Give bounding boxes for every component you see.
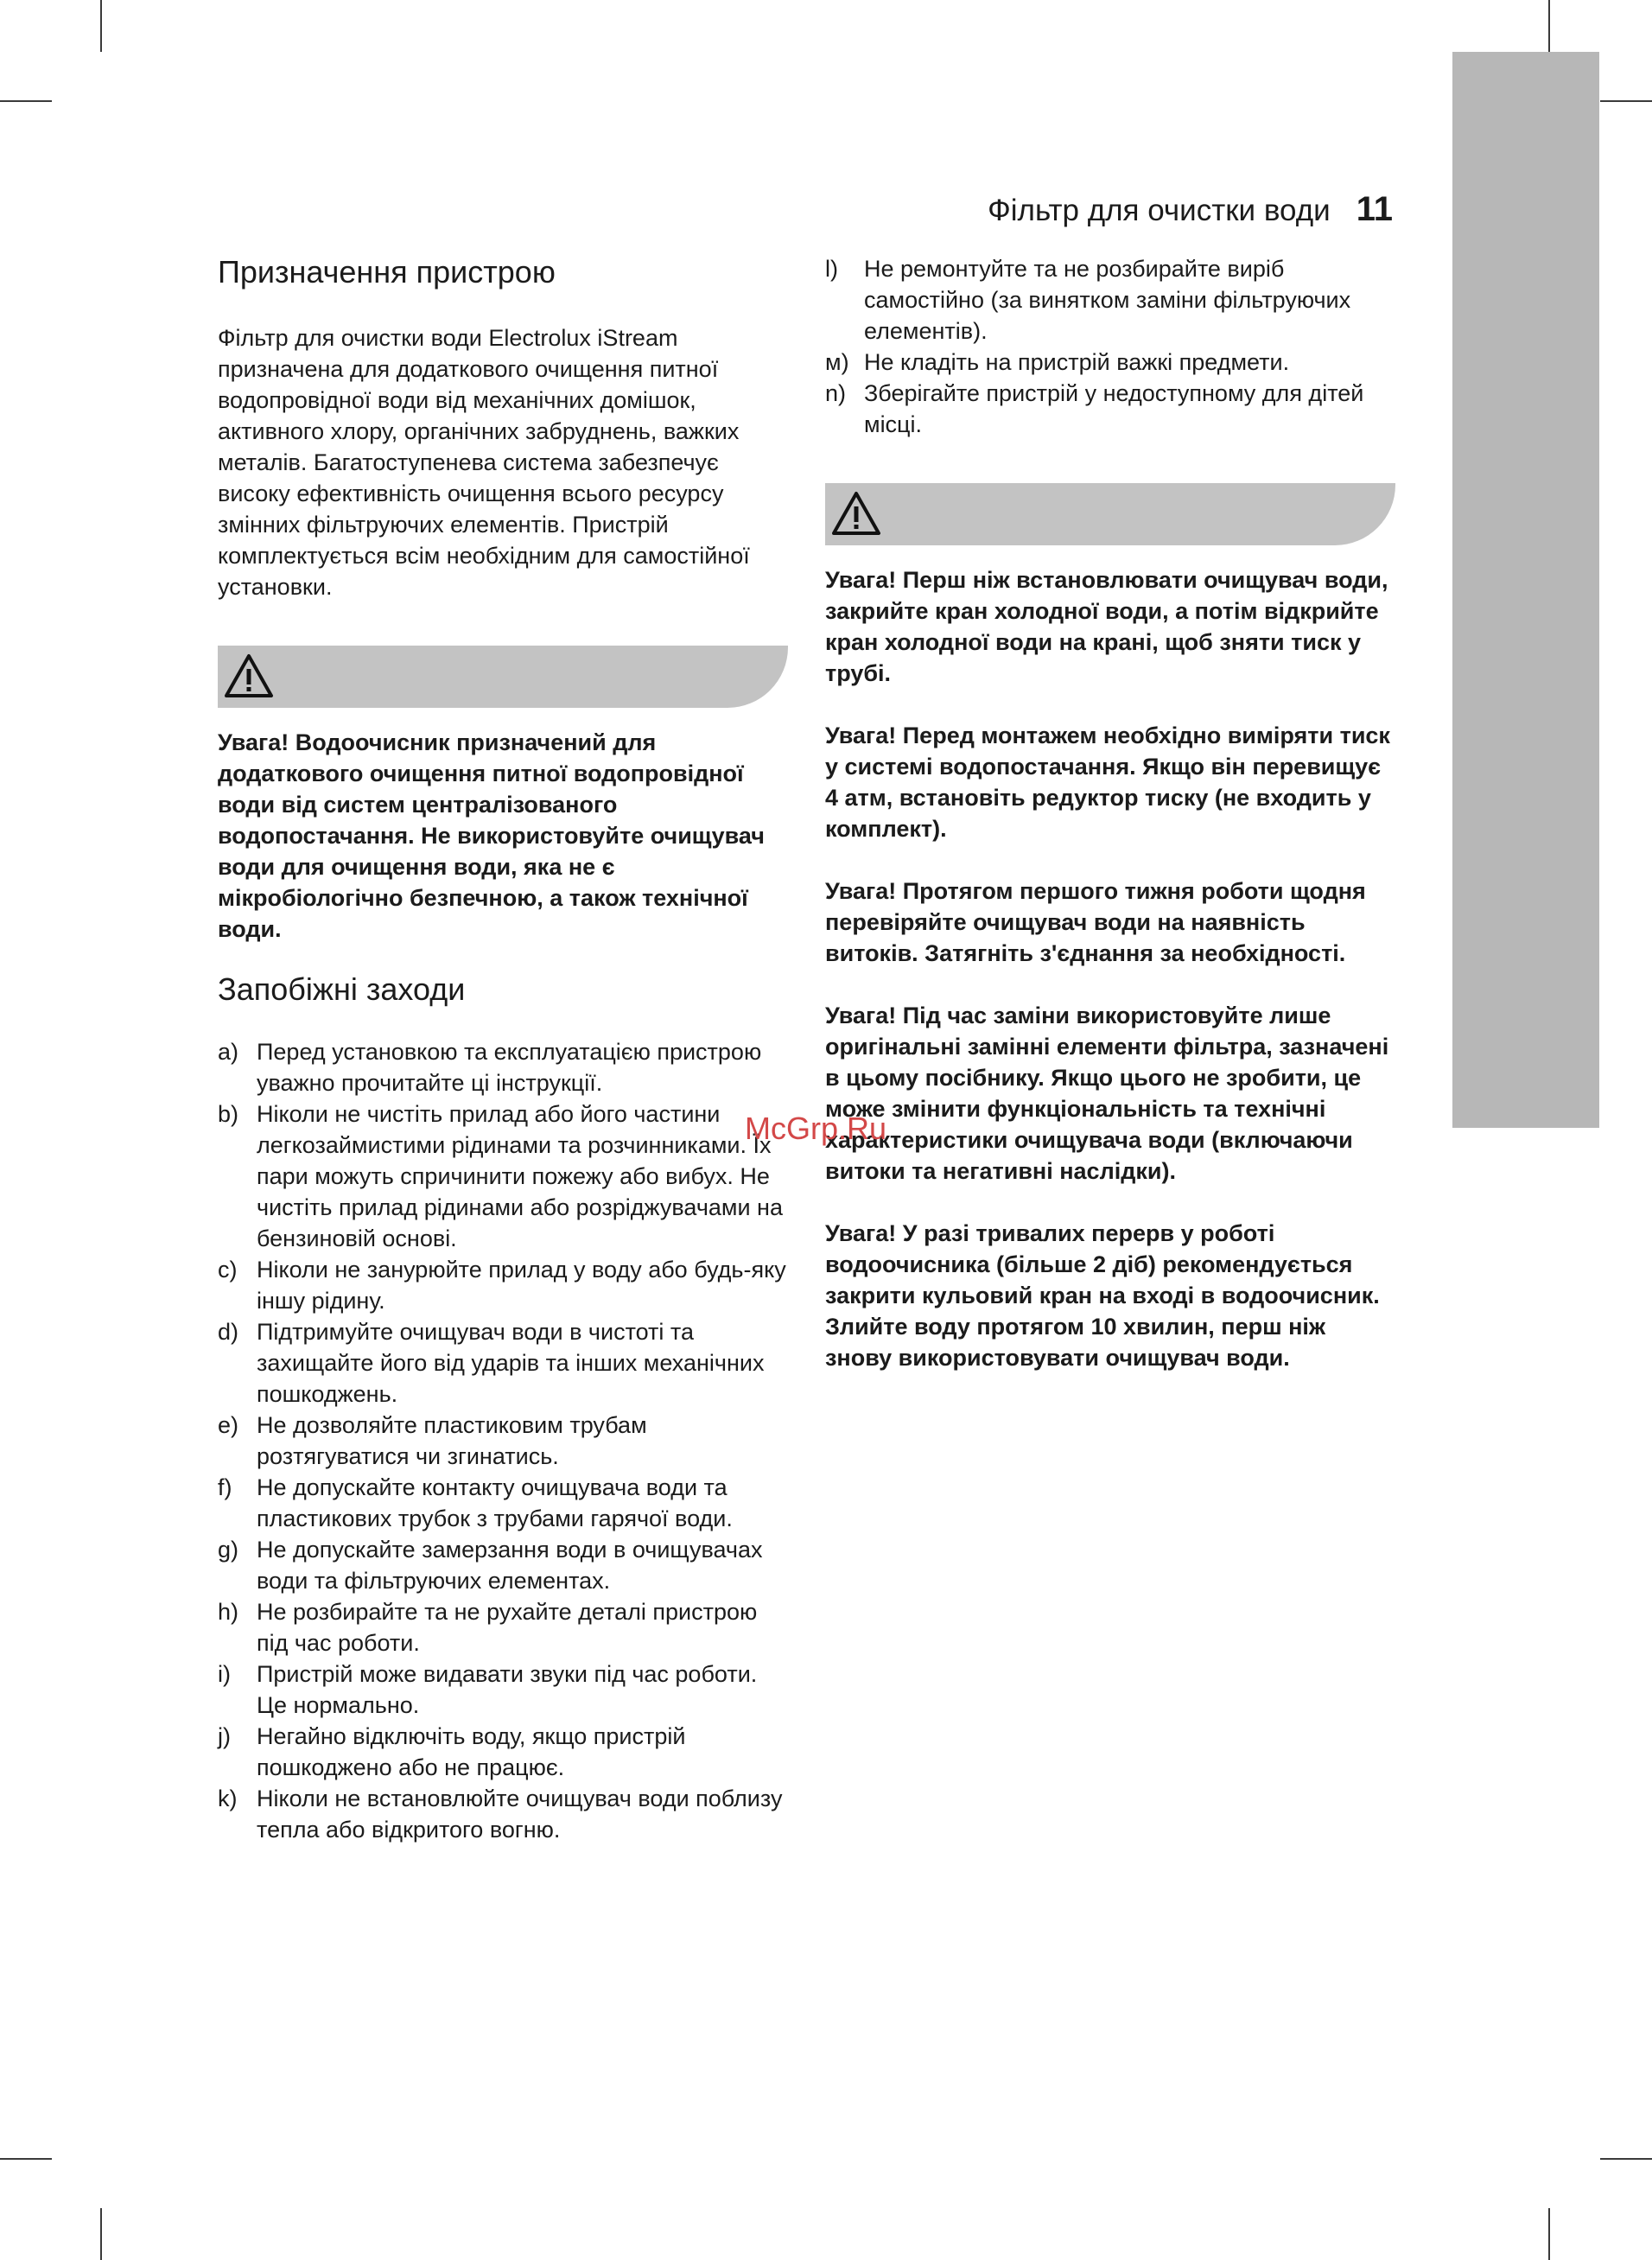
side-tab — [1452, 52, 1599, 1128]
section-title-purpose: Призначення пристрою — [218, 254, 556, 290]
list-text: Ніколи не чистіть прилад або його частини легкозаймистими рідинами та розчинниками. Їх пари можуть спричинити пожежу або вибух. Не чистіть прилад рідинами або розріджувачами на бензиновій основі. — [257, 1101, 783, 1251]
list-text: Ніколи не занурюйте прилад у воду або будь-яку іншу рідину. — [257, 1257, 786, 1314]
watermark: McGrp.Ru — [745, 1111, 887, 1146]
section-title-precautions: Запобіжні заходи — [218, 971, 466, 1007]
crop-mark — [1548, 0, 1550, 52]
list-item — [825, 378, 1395, 440]
list-item — [218, 1472, 788, 1534]
list-item — [218, 1254, 788, 1316]
precautions-list-continued — [825, 253, 1395, 440]
list-item — [218, 1036, 788, 1098]
list-item — [218, 1596, 788, 1658]
list-text: Не кладіть на пристрій важкі предмети. — [864, 349, 1290, 375]
list-marker: h) — [218, 1599, 239, 1625]
list-text: Не розбирайте та не рухайте деталі пристрою під час роботи. — [257, 1599, 758, 1656]
warning-triangle-icon — [223, 653, 275, 699]
crop-mark — [100, 0, 102, 52]
list-item — [825, 347, 1395, 378]
list-item — [825, 253, 1395, 347]
list-text: Зберігайте пристрій у недоступному для дітей місці. — [864, 380, 1364, 437]
list-text: Пристрій може видавати звуки під час роботи. Це нормально. — [257, 1661, 758, 1718]
list-text: Перед установкою та експлуатацією пристрою уважно прочитайте ці інструкції. — [257, 1039, 762, 1096]
list-marker: d) — [218, 1319, 239, 1345]
precautions-list — [218, 1036, 788, 1845]
warning-bar — [825, 483, 1395, 545]
intro-paragraph: Фільтр для очистки води Electrolux iStream призначена для додаткового очищення питної водопровідної води від механічних домішок, активного хлору, органічних забруднень, важких металів. Багатоступенева система забезпечує високу ефективність очищення всього ресурсу змінних фільтруючих елементів. Пристрій комплектується всім необхідним для самостійної установки. — [218, 325, 750, 600]
list-text: Ніколи не встановлюйте очищувач води поблизу тепла або відкритого вогню. — [257, 1786, 783, 1843]
list-item — [218, 1658, 788, 1721]
list-text: Не допускайте контакту очищувача води та пластикових трубок з трубами гарячої води. — [257, 1474, 733, 1531]
warning-triangle-icon — [830, 490, 882, 537]
list-item — [218, 1783, 788, 1845]
page-header — [988, 190, 1393, 229]
list-marker: c) — [218, 1257, 238, 1283]
list-marker: e) — [218, 1412, 239, 1438]
list-item — [218, 1316, 788, 1410]
list-marker: n) — [825, 380, 847, 406]
list-marker: a) — [218, 1039, 239, 1065]
list-marker: м) — [825, 349, 849, 375]
list-text: Не допускайте замерзання води в очищувачах води та фільтруючих елементах. — [257, 1537, 763, 1594]
list-marker: g) — [218, 1537, 239, 1563]
left-column — [218, 246, 788, 1845]
list-text: Негайно відключіть воду, якщо пристрій пошкоджено або не працює. — [257, 1723, 686, 1780]
warning-bar — [218, 646, 788, 708]
crop-mark — [100, 2208, 102, 2260]
list-text: Не ремонтуйте та не розбирайте виріб самостійно (за винятком заміни фільтруючих елементів). — [864, 256, 1351, 344]
list-marker: k) — [218, 1786, 238, 1811]
crop-mark — [0, 2158, 52, 2160]
list-marker: l) — [825, 256, 838, 282]
crop-mark — [1548, 2208, 1550, 2260]
list-marker: i) — [218, 1661, 231, 1687]
crop-mark — [0, 100, 52, 102]
list-item — [218, 1410, 788, 1472]
list-marker: f) — [218, 1474, 232, 1500]
list-item — [218, 1098, 788, 1254]
list-text: Не дозволяйте пластиковим трубам розтягуватися чи згинатись. — [257, 1412, 647, 1469]
crop-mark — [1600, 2158, 1652, 2160]
warning-text: Увага! Протягом першого тижня роботи щодня перевіряйте очищувач води на наявність витоків. Затягніть з'єднання за необхідності. — [825, 878, 1366, 966]
right-column — [825, 246, 1395, 1373]
list-item — [218, 1534, 788, 1596]
page-number: 11 — [1356, 190, 1393, 228]
header-title: Фільтр для очистки води — [988, 194, 1331, 227]
warning-text: Увага! Перед монтажем необхідно виміряти тиск у системі водопостачання. Якщо він перевищує 4 атм, встановіть редуктор тиску (не входить у комплект). — [825, 723, 1390, 842]
crop-mark — [1600, 100, 1652, 102]
list-item — [218, 1721, 788, 1783]
list-text: Підтримуйте очищувач води в чистоті та захищайте його від ударів та інших механічних пошкоджень. — [257, 1319, 765, 1407]
list-marker: j) — [218, 1723, 231, 1749]
warning-text: Увага! Водоочисник призначений для додаткового очищення питної водопровідної води від систем централізованого водопостачання. Не використовуйте очищувач води для очищення води, яка не є мікробіологічно безпечною, а також технічної води. — [218, 729, 765, 942]
warning-text: Увага! Перш ніж встановлювати очищувач води, закрийте кран холодної води, а потім відкрийте кран холодної води на крані, щоб зняти тиск у трубі. — [825, 567, 1388, 686]
list-marker: b) — [218, 1101, 239, 1127]
warning-text: Увага! У разі тривалих перерв у роботі водоочисника (більше 2 діб) рекомендується закрити кульовий кран на вході в водоочисник. Злийте воду протягом 10 хвилин, перш ніж знову використовувати очищувач води. — [825, 1220, 1380, 1371]
warning-text: Увага! Під час заміни використовуйте лише оригінальні замінні елементи фільтра, зазначені в цьому посібнику. Якщо цього не зробити, це може змінити функціональність та технічні характеристики очищувача води (включаючи витоки та негативні наслідки). — [825, 1003, 1389, 1184]
